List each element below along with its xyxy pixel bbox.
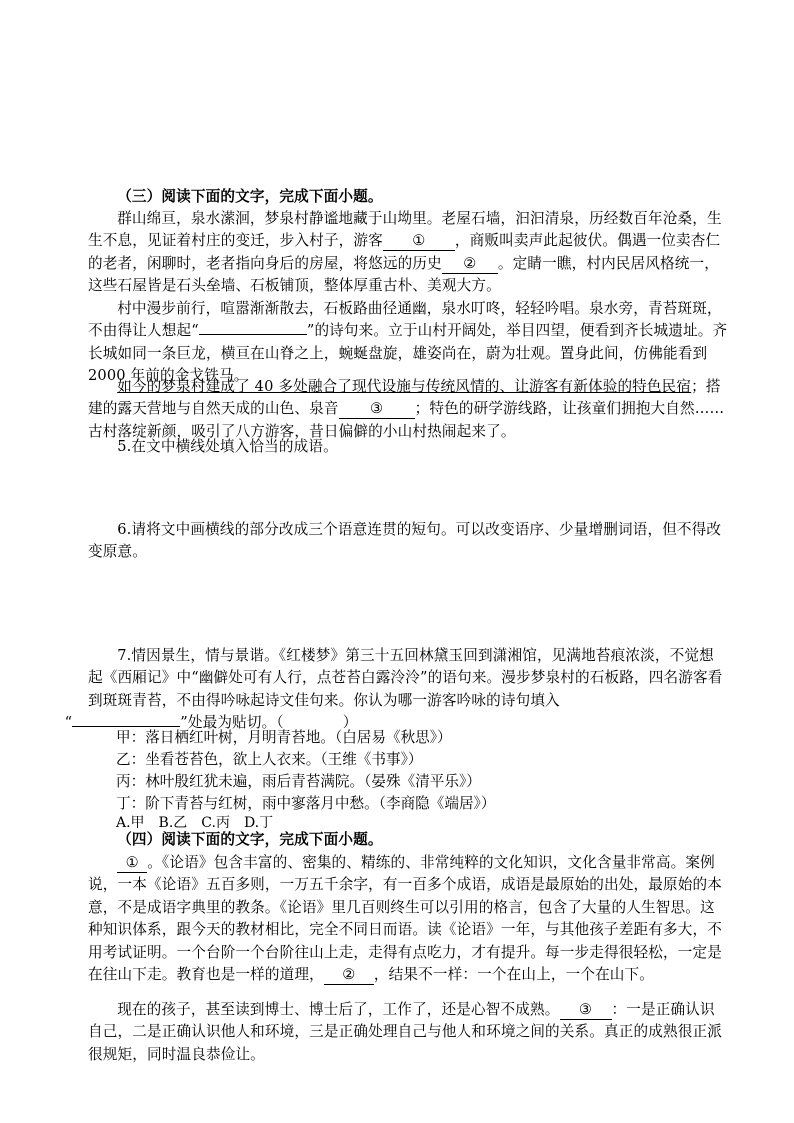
option-yi: 乙：坐看苍苔色，欲上人衣来。（王维《书事》） xyxy=(116,751,423,768)
answer-choices: A.甲 B.乙 C.丙 D.丁 xyxy=(116,815,274,831)
blank-3: ③ xyxy=(339,400,415,419)
underlined-sentence: 如今的梦泉村建成了 40 多处融合了现代设施与传统风情的、让游客有新体验的特色民宿 xyxy=(117,378,692,395)
option-ding: 丁：阶下青苔与红树，雨中寥落月中愁。（李商隐《端居》） xyxy=(116,795,496,812)
section-3-paragraph-1: 群山绵亘，泉水潆洄，梦泉村静谧地藏于山坳里。老屋石墙，汩汩清泉，历经数百年沧桑，生生不息，见证着村庄的变迁，步入村子，游客 ① ，商贩叫卖声此起彼伏。偶遇一位卖杏仁的老者，闲聊时，老者指向身后的房屋，将悠远的历史 ② 。定睛一瞧，村内民居风格统一，这些石屋皆是石头垒墙、石板铺顶，整体厚重古朴、美观大方。 xyxy=(88,210,722,295)
blank-1: ① xyxy=(117,854,147,873)
question-6: 6.请将文中画横线的部分改成三个语意连贯的短句。可以改变语序、少量增删词语，但不得改变原意。 xyxy=(88,521,722,561)
section-4-paragraph-1: ① 。《论语》包含丰富的、密集的、精练的、非常纯粹的文化知识，文化含量非常高。案例说，一本《论语》五百多则，一万五千余字，有一百多个成语，成语是最原始的出处，最原始的本意，不是成语字典里的教条。《论语》里几百则终生可以引用的格言，包含了大量的人生智思。这种知识体系，跟今天的教材相比，完全不同日而语。读《论语》一年，与其他孩子差距有多大，不用考试证明。一个台阶一个台阶往山上走，走得有点吃力，才有提升。每一步走得很轻松，一定是在往山下走。教育也是一样的道理， ② ，结果不一样：一个在山上，一个在山下。 xyxy=(88,854,722,984)
blank-1: ① xyxy=(383,232,455,251)
section-3-paragraph-3: 如今的梦泉村建成了 40 多处融合了现代设施与传统风情的、让游客有新体验的特色民宿；搭建的露天营地与自然天成的山色、泉音 ③ ；特色的研学游线路，让孩童们拥抱大自然……古村落绽新颜，吸引了八方游客，昔日偏僻的小山村热闹起来了。 xyxy=(88,378,725,440)
blank-3: ③ xyxy=(560,1001,612,1020)
question-7: 7.情因景生，情与景谐。《红楼梦》第三十五回林黛玉回到潇湘馆，见满地苔痕浓淡，不觉想起《西厢记》中“幽僻处可有人行，点苍苔白露泠泠”的语句来。漫步梦泉村的石板路，四名游客看到斑斑青苔，不由得吟咏起诗文佳句来。你认为哪一游客吟咏的诗句填入 “ ”处最为贴切。（ ） xyxy=(64,647,723,732)
option-bing: 丙：林叶殷红犹未遍，雨后青苔满院。（晏殊《清平乐》） xyxy=(116,773,481,790)
poem-blank xyxy=(199,334,307,335)
blank-2: ② xyxy=(324,966,374,985)
section-3-heading: （三）阅读下面的文字，完成下面小题。 xyxy=(117,188,383,205)
section-4-paragraph-2: 现在的孩子，甚至读到博士、博士后了，工作了，还是心智不成熟。 ③ ：一是正确认识自己，二是正确认识他人和环境，三是正确处理自己与他人和环境之间的关系。真正的成熟很正派很规矩，同时温良恭俭让。 xyxy=(88,1001,722,1063)
section-4-heading: （四）阅读下面的文字，完成下面小题。 xyxy=(117,831,383,848)
question-5: 5.在文中横线处填入恰当的成语。 xyxy=(117,438,338,455)
blank-2: ② xyxy=(442,255,498,274)
option-jia: 甲：落日栖红叶树，月明青苔地。（白居易《秋思》） xyxy=(116,729,452,746)
section-3-paragraph-2: 村中漫步前行，喧嚣渐渐散去，石板路曲径通幽，泉水叮咚，轻轻吟唱。泉水旁，青苔斑斑，不由得让人想起“ ”的诗句来。立于山村开阔处，举目四望，便看到齐长城遗址。齐长城如同一条巨龙，横亘在山脊之上，蜿蜒盘旋，雄姿尚在，蔚为壮观。置身此间，仿佛能看到 2000 年前的金戈铁马。 xyxy=(88,300,728,385)
